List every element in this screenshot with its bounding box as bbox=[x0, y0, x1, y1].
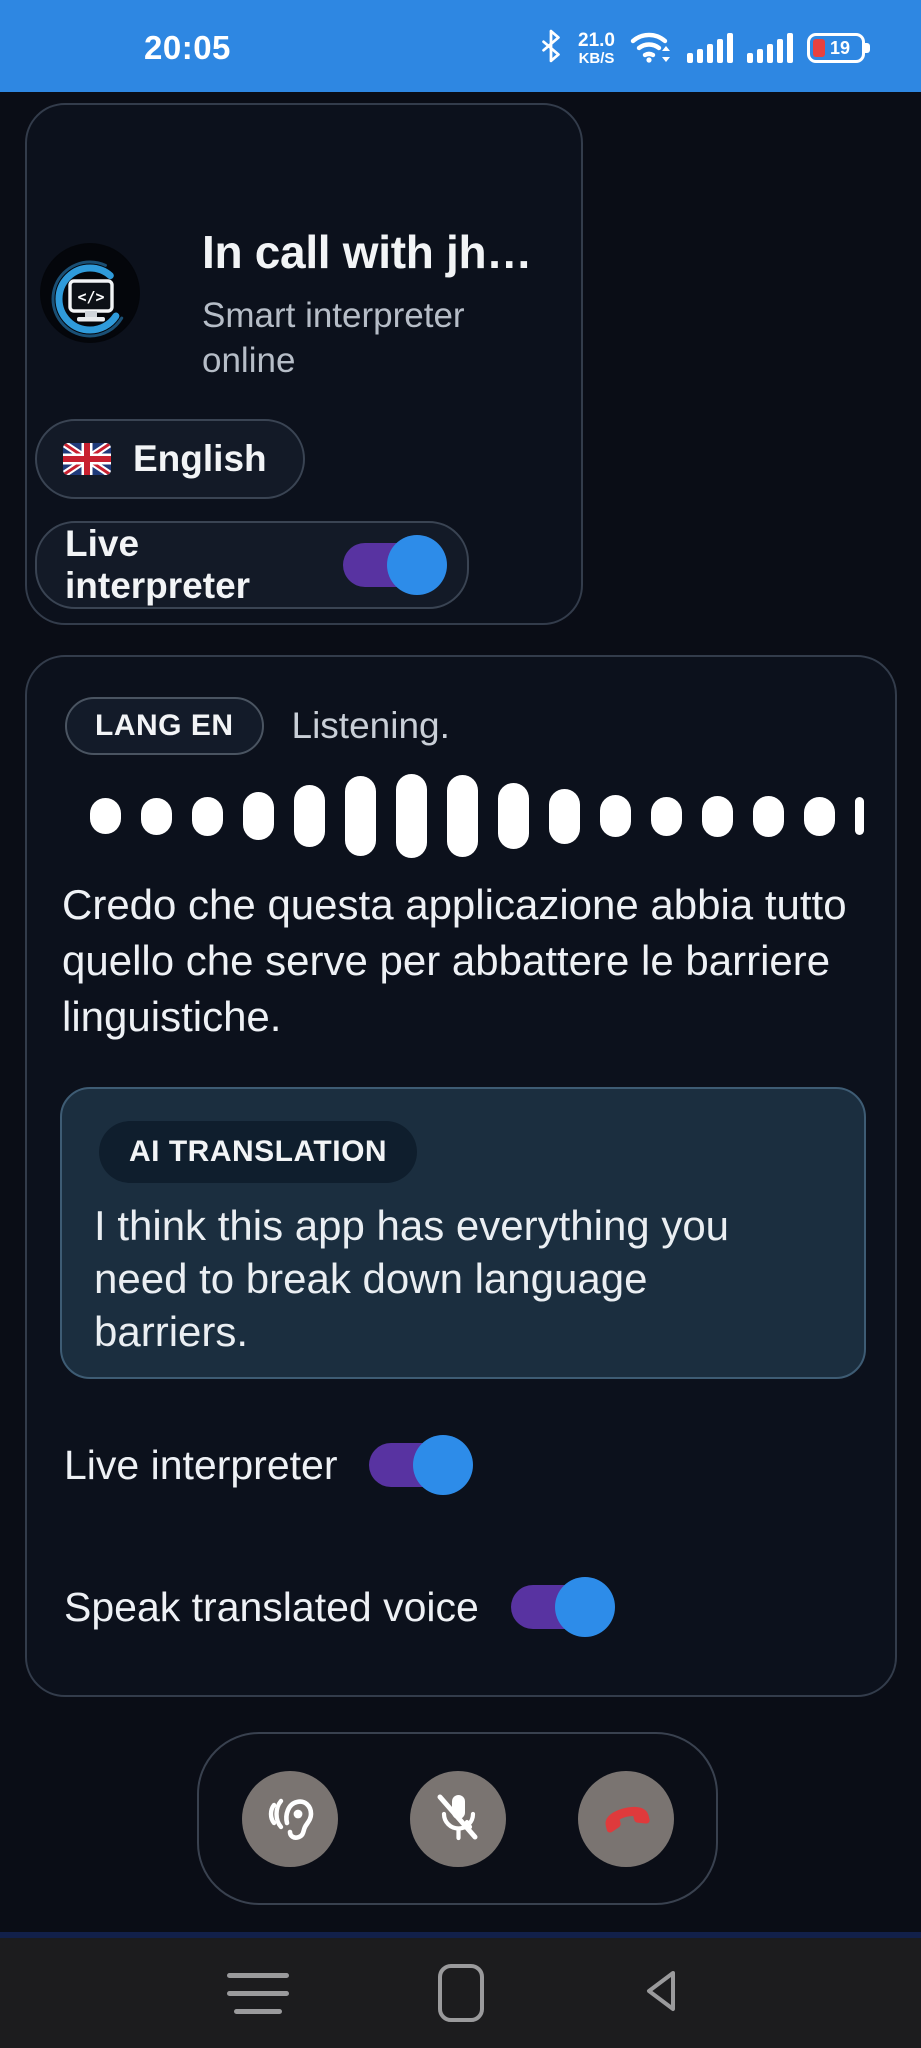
navigation-bar bbox=[0, 1938, 921, 2048]
live-interpreter-toggle-2[interactable] bbox=[369, 1435, 473, 1495]
ai-translation-badge: AI TRANSLATION bbox=[99, 1121, 417, 1183]
wifi-icon bbox=[629, 29, 673, 68]
language-status-row bbox=[65, 697, 450, 755]
language-chip-label: English bbox=[133, 438, 267, 479]
mute-button[interactable] bbox=[410, 1771, 506, 1867]
waveform-bar bbox=[804, 797, 835, 836]
network-speed: 21.0 KB/S bbox=[578, 29, 615, 67]
waveform-bar bbox=[549, 789, 580, 844]
live-interpreter-pill[interactable] bbox=[35, 521, 469, 609]
waveform-bar bbox=[600, 795, 631, 837]
waveform-bar bbox=[651, 797, 682, 836]
waveform-bar bbox=[447, 775, 478, 857]
svg-text:</>: </> bbox=[77, 288, 105, 306]
ai-translation-box bbox=[60, 1087, 866, 1379]
transcript-card bbox=[25, 655, 897, 1697]
call-title: In call with jh… bbox=[202, 226, 533, 278]
listen-button[interactable] bbox=[242, 1771, 338, 1867]
bluetooth-icon bbox=[538, 29, 564, 68]
back-icon bbox=[635, 1963, 691, 2024]
signal-bars-icon bbox=[687, 33, 733, 63]
speak-translated-voice-toggle[interactable] bbox=[511, 1577, 615, 1637]
waveform-bar bbox=[243, 792, 274, 840]
home-button[interactable] bbox=[421, 1953, 501, 2033]
end-call-button[interactable] bbox=[578, 1771, 674, 1867]
home-icon bbox=[438, 1964, 484, 2022]
status-bar bbox=[0, 0, 921, 92]
waveform-bar bbox=[345, 776, 376, 856]
status-icons bbox=[538, 29, 865, 68]
waveform-bar bbox=[141, 798, 172, 835]
ai-translation-text: I think this app has everything you need to break down language barriers. bbox=[94, 1202, 730, 1355]
ear-listen-icon bbox=[263, 1789, 317, 1848]
back-button[interactable] bbox=[623, 1953, 703, 2033]
language-chip[interactable] bbox=[35, 419, 305, 499]
transcript-text: Credo che questa applicazione abbia tutto quello che serve per abbattere le barriere linguistiche. bbox=[62, 881, 847, 1040]
live-interpreter-row-label: Live interpreter bbox=[64, 1441, 338, 1488]
waveform bbox=[90, 769, 890, 863]
speak-translated-voice-label: Speak translated voice bbox=[64, 1583, 479, 1630]
waveform-bar bbox=[498, 783, 529, 849]
waveform-bar bbox=[90, 798, 121, 834]
menu-icon bbox=[227, 1973, 289, 2014]
recents-button[interactable] bbox=[218, 1953, 298, 2033]
waveform-bar bbox=[192, 797, 223, 836]
waveform-bar bbox=[753, 796, 784, 837]
live-interpreter-row bbox=[64, 1435, 473, 1495]
clock: 20:05 bbox=[144, 29, 231, 66]
listening-status: Listening. bbox=[291, 705, 450, 746]
uk-flag-icon bbox=[63, 443, 111, 475]
signal-bars-icon-2 bbox=[747, 33, 793, 63]
call-subtitle: Smart interpreter online bbox=[202, 296, 465, 380]
waveform-cursor bbox=[855, 797, 864, 835]
lang-badge: LANG EN bbox=[65, 697, 264, 755]
live-interpreter-label: Live interpreter bbox=[65, 523, 251, 606]
call-info-card bbox=[25, 103, 583, 625]
speak-translated-voice-row bbox=[64, 1577, 615, 1637]
waveform-bar bbox=[294, 785, 325, 847]
waveform-bar bbox=[702, 796, 733, 837]
mic-muted-icon bbox=[431, 1789, 485, 1848]
live-interpreter-toggle[interactable] bbox=[343, 535, 447, 595]
end-call-icon bbox=[598, 1788, 654, 1849]
call-controls bbox=[197, 1732, 718, 1905]
avatar bbox=[40, 243, 140, 343]
battery-icon: 19 bbox=[807, 33, 865, 63]
waveform-bar bbox=[396, 774, 427, 858]
